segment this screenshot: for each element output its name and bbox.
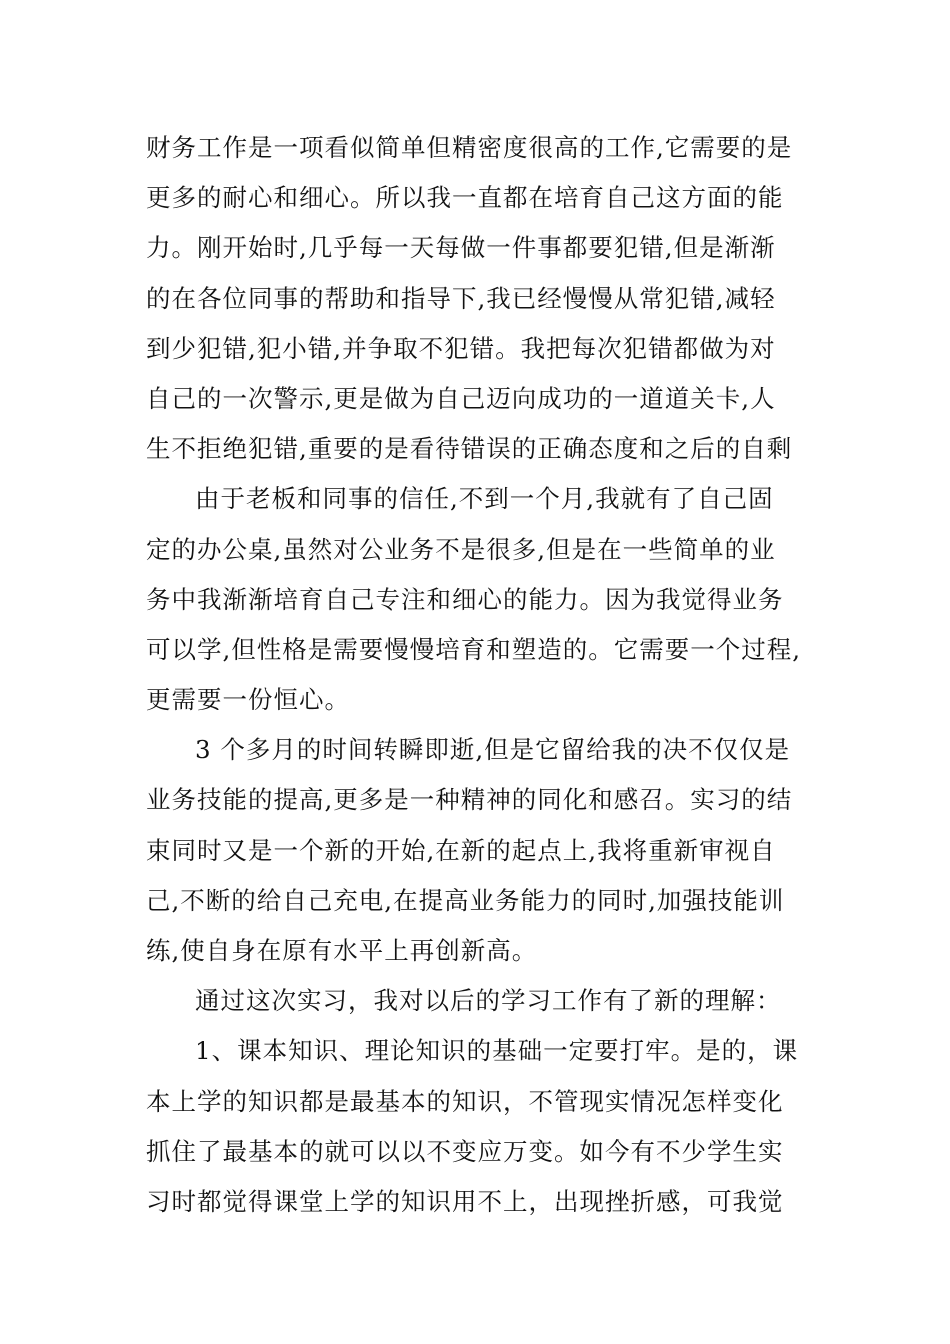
text-line: 己,不断的给自己充电,在提高业务能力的同时,加强技能训 [146,885,785,915]
text-line: 自己的一次警示,更是做为自己迈向成功的一道道关卡,人 [146,383,776,413]
text-line: 练,使自身在原有水平上再创新高。 [146,936,538,965]
text-line: 习时都觉得课堂上学的知识用不上，出现挫折感，可我觉 [146,1186,784,1216]
text-line: 到少犯错,犯小错,并争取不犯错。我把每次犯错都做为对 [146,333,776,363]
text-line: 3 个多月的时间转瞬即逝,但是它留给我的决不仅仅是 [195,735,791,765]
text-line: 的在各位同事的帮助和指导下,我已经慢慢从常犯错,减轻 [146,283,776,313]
text-line: 更多的耐心和细心。所以我一直都在培育自己这方面的能 [146,183,784,213]
text-line: 财务工作是一项看似简单但精密度很高的工作,它需要的是 [146,133,793,162]
text-line: 务中我渐渐培育自己专注和细心的能力。因为我觉得业务 [146,584,784,614]
text-line: 束同时又是一个新的开始,在新的起点上,我将重新审视自 [146,835,776,865]
text-line: 更需要一份恒心。 [146,685,350,715]
text-line: 由于老板和同事的信任,不到一个月,我就有了自己固 [195,484,774,514]
text-line: 通过这次实习，我对以后的学习工作有了新的理解： [195,986,782,1016]
text-line: 业务技能的提高,更多是一种精神的同化和感召。实习的结 [146,785,793,815]
text-line: 抓住了最基本的就可以以不变应万变。如今有不少学生实 [146,1136,784,1166]
text-line: 可以学,但性格是需要慢慢培育和塑造的。它需要一个过程, [146,634,802,664]
document-body [146,123,806,1227]
text-line: 1、课本知识、理论知识的基础一定要打牢。是的，课 [195,1036,799,1066]
text-line: 定的办公桌,虽然对公业务不是很多,但是在一些简单的业 [146,534,776,564]
text-line: 生不拒绝犯错,重要的是看待错误的正确态度和之后的自剩 [146,434,793,464]
text-line: 本上学的知识都是最基本的知识，不管现实情况怎样变化 [146,1086,784,1116]
text-line: 力。刚开始时,几乎每一天每做一件事都要犯错,但是渐渐 [146,233,776,263]
